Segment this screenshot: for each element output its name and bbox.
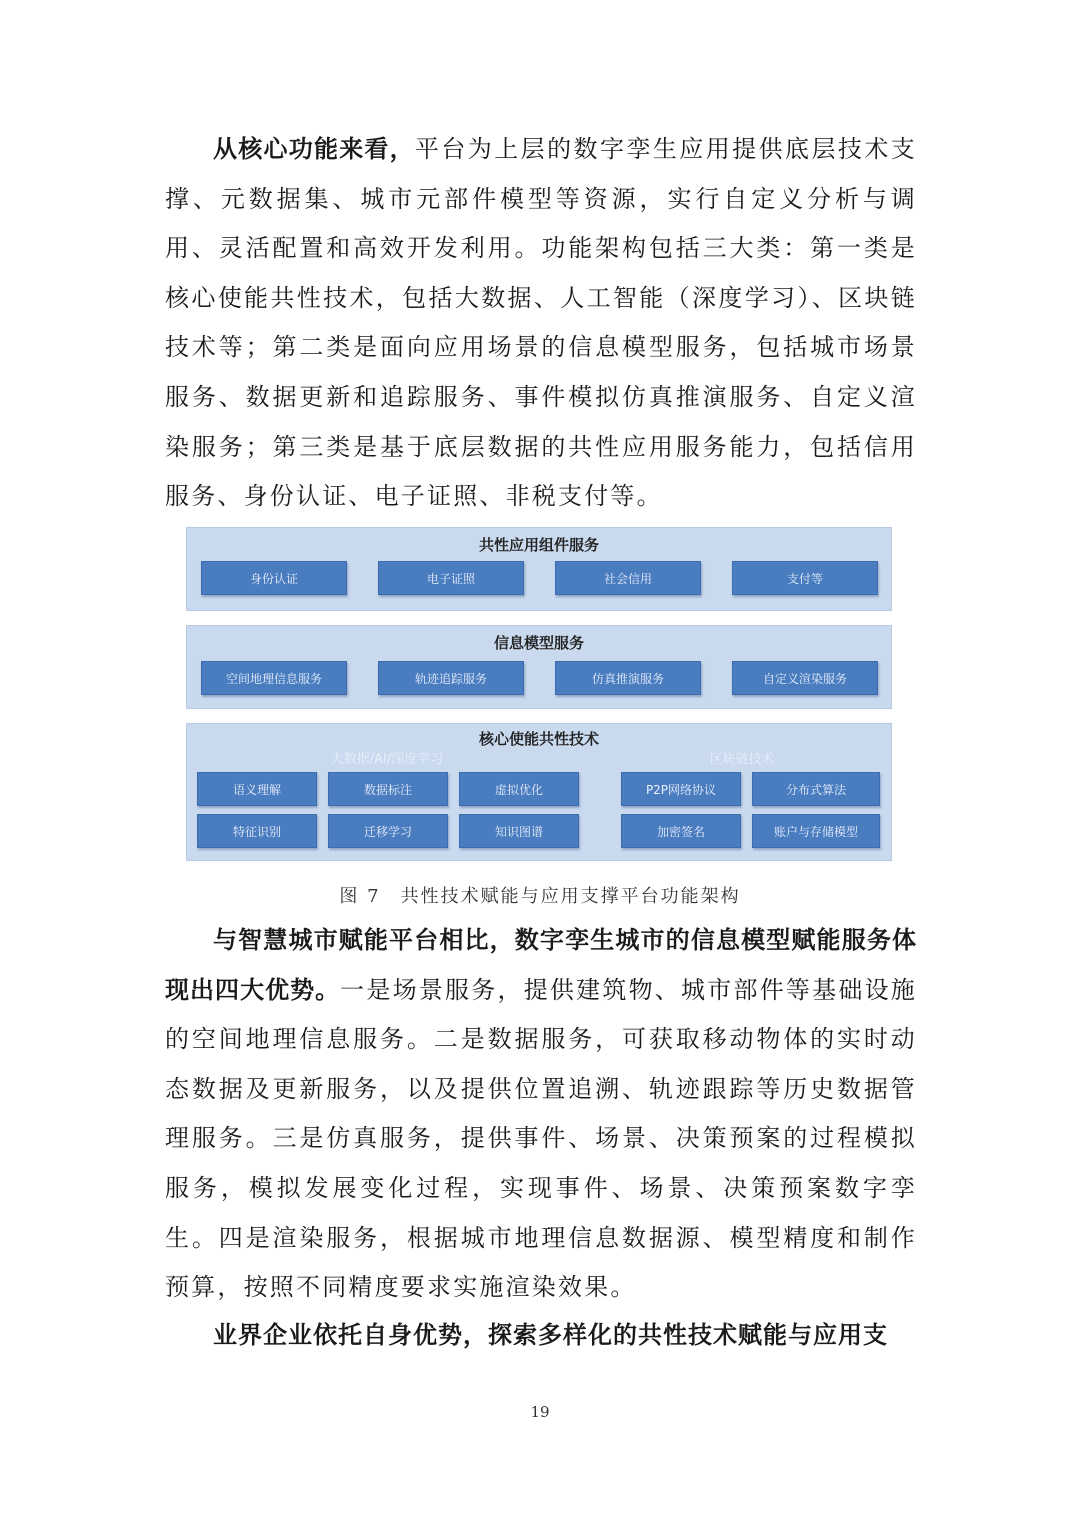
paragraph-lead: 业界企业依托自身优势，探索多样化的共性技术赋能与应用支 bbox=[213, 1321, 888, 1349]
layer-information-model bbox=[186, 625, 892, 709]
diagram-box: 特征识别 bbox=[197, 814, 317, 848]
architecture-diagram bbox=[186, 527, 892, 861]
diagram-box: 支付等 bbox=[732, 561, 878, 595]
diagram-box: 账户与存储模型 bbox=[752, 814, 880, 848]
layer-title: 共性应用组件服务 bbox=[478, 536, 599, 554]
figure-caption: 图 7 共性技术赋能与应用支撑平台功能架构 bbox=[339, 886, 741, 907]
paragraph-core-functions bbox=[165, 125, 917, 522]
diagram-box: 空间地理信息服务 bbox=[201, 661, 347, 695]
diagram-box: 社会信用 bbox=[555, 561, 701, 595]
diagram-box: 仿真推演服务 bbox=[555, 661, 701, 695]
layer-common-components bbox=[186, 527, 892, 611]
group-title-ai: 大数据/AI/深度学习 bbox=[330, 752, 444, 767]
diagram-box: P2P网络协议 bbox=[621, 772, 741, 806]
diagram-box: 知识图谱 bbox=[459, 814, 579, 848]
group-title-blockchain: 区块链技术 bbox=[709, 752, 775, 767]
diagram-box: 数据标注 bbox=[328, 772, 448, 806]
diagram-box: 身份认证 bbox=[201, 561, 347, 595]
layer-title: 核心使能共性技术 bbox=[478, 730, 599, 748]
diagram-box: 轨迹追踪服务 bbox=[378, 661, 524, 695]
layer-core-technology bbox=[186, 723, 892, 861]
diagram-box: 分布式算法 bbox=[752, 772, 880, 806]
paragraph-lead: 从核心功能来看， bbox=[213, 135, 415, 163]
diagram-box: 加密签名 bbox=[621, 814, 741, 848]
diagram-box: 电子证照 bbox=[378, 561, 524, 595]
page-number: 19 bbox=[530, 1403, 550, 1421]
paragraph-body: 一是场景服务，提供建筑物、城市部件等基础设施的空间地理信息服务。二是数据服务，可获取移动物体的实时动态数据及更新服务，以及提供位置追溯、轨迹跟踪等历史数据管理服务。三是仿真服务，提供事件、场景、决策预案的过程模拟服务，模拟发展变化过程，实现事件、场景、决策预案数字孪生。四是渲染服务，根据城市地理信息数据源、模型精度和制作预算，按照不同精度要求实施渲染效果。 bbox=[165, 975, 917, 1302]
diagram-box: 自定义渲染服务 bbox=[732, 661, 878, 695]
paragraph-lead: 与智慧城市赋能平台相比，数字孪生城市的信息模型赋能服务体现出四大优势。 bbox=[165, 926, 917, 1004]
paragraph-body: 平台为上层的数字孪生应用提供底层技术支撑、元数据集、城市元部件模型等资源，实行自定义分析与调用、灵活配置和高效开发利用。功能架构包括三大类：第一类是核心使能共性技术，包括大数据、人工智能（深度学习）、区块链技术等；第二类是面向应用场景的信息模型服务，包括城市场景服务、数据更新和追踪服务、事件模拟仿真推演服务、自定义渲染服务；第三类是基于底层数据的共性应用服务能力，包括信用服务、身份认证、电子证照、非税支付等。 bbox=[165, 135, 917, 511]
layer-title: 信息模型服务 bbox=[493, 634, 584, 652]
diagram-box: 迁移学习 bbox=[328, 814, 448, 848]
paragraph-industry bbox=[165, 1311, 917, 1361]
paragraph-advantages bbox=[165, 916, 917, 1313]
diagram-box: 语义理解 bbox=[197, 772, 317, 806]
diagram-box: 虚拟优化 bbox=[459, 772, 579, 806]
